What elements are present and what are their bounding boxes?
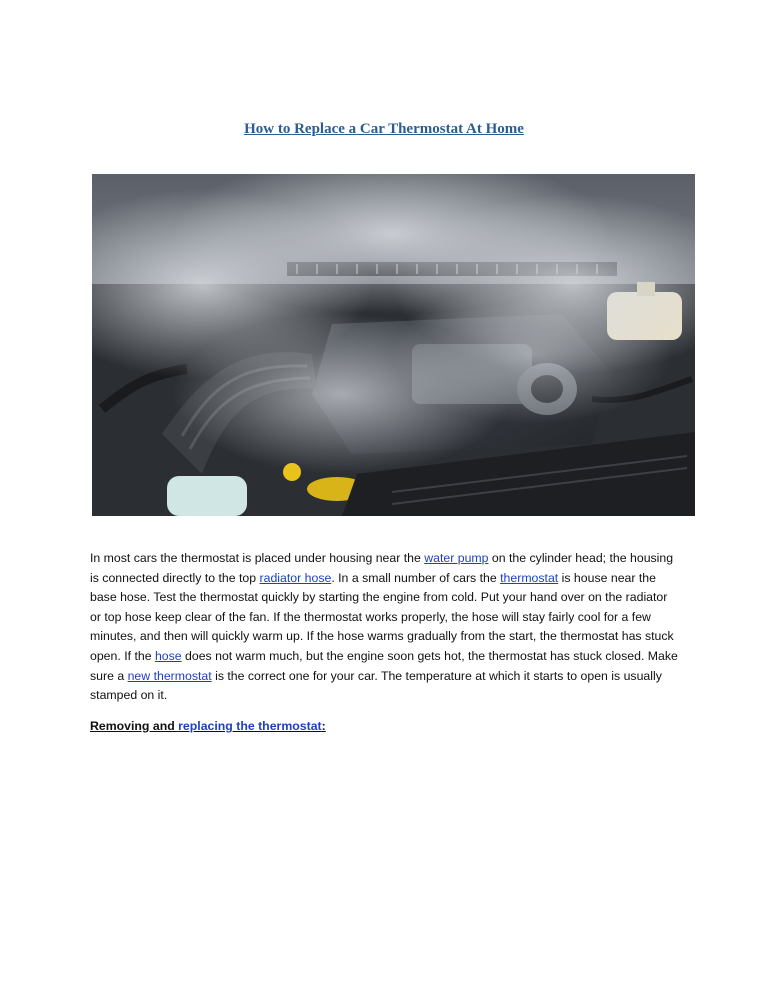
radiator-hose-link[interactable]: radiator hose bbox=[259, 570, 332, 585]
thermostat-link[interactable]: thermostat bbox=[500, 570, 559, 585]
replacing-thermostat-link[interactable]: replacing the thermostat bbox=[178, 719, 322, 733]
para-text-4: is house near the base hose. Test the thermostat quickly by starting the engine from cold. Put your hand over on the radiator or top hose keep clear of the fan. If the thermostat works properly, the hose will stay fairly cool for a few minutes, and then will quickly warm up. If the hose warms gradually from the start, the thermostat has stuck open. If the bbox=[90, 570, 674, 663]
para-text-5: does not warm much, but the engine soon gets hot, the thermostat has stuck closed. Make sure a bbox=[90, 648, 678, 683]
para-text-3: . In a small number of cars the bbox=[331, 570, 501, 585]
engine-photo bbox=[92, 174, 695, 516]
engine-photo-illustration bbox=[92, 174, 695, 516]
para-text-6: is the correct one for your car. The temperature at which it starts to open is usually stamped on it. bbox=[90, 668, 662, 703]
page-title[interactable] bbox=[0, 121, 768, 138]
para-text-1: In most cars the thermostat is placed under housing near the bbox=[90, 551, 425, 565]
new-thermostat-link[interactable]: new thermostat bbox=[127, 668, 212, 683]
para-text-2: on the cylinder head; the housing is connected directly to the top bbox=[90, 551, 674, 585]
subheading-text: Removing and bbox=[90, 719, 179, 733]
water-pump-link[interactable]: water pump bbox=[424, 551, 489, 565]
hose-link[interactable]: hose bbox=[154, 648, 182, 663]
section-subheading bbox=[90, 719, 326, 733]
washer-bottle bbox=[167, 476, 247, 516]
subheading-colon: : bbox=[321, 719, 326, 733]
body-paragraph bbox=[90, 549, 680, 706]
page-title-text[interactable]: How to Replace a Car Thermostat At Home bbox=[244, 121, 524, 137]
